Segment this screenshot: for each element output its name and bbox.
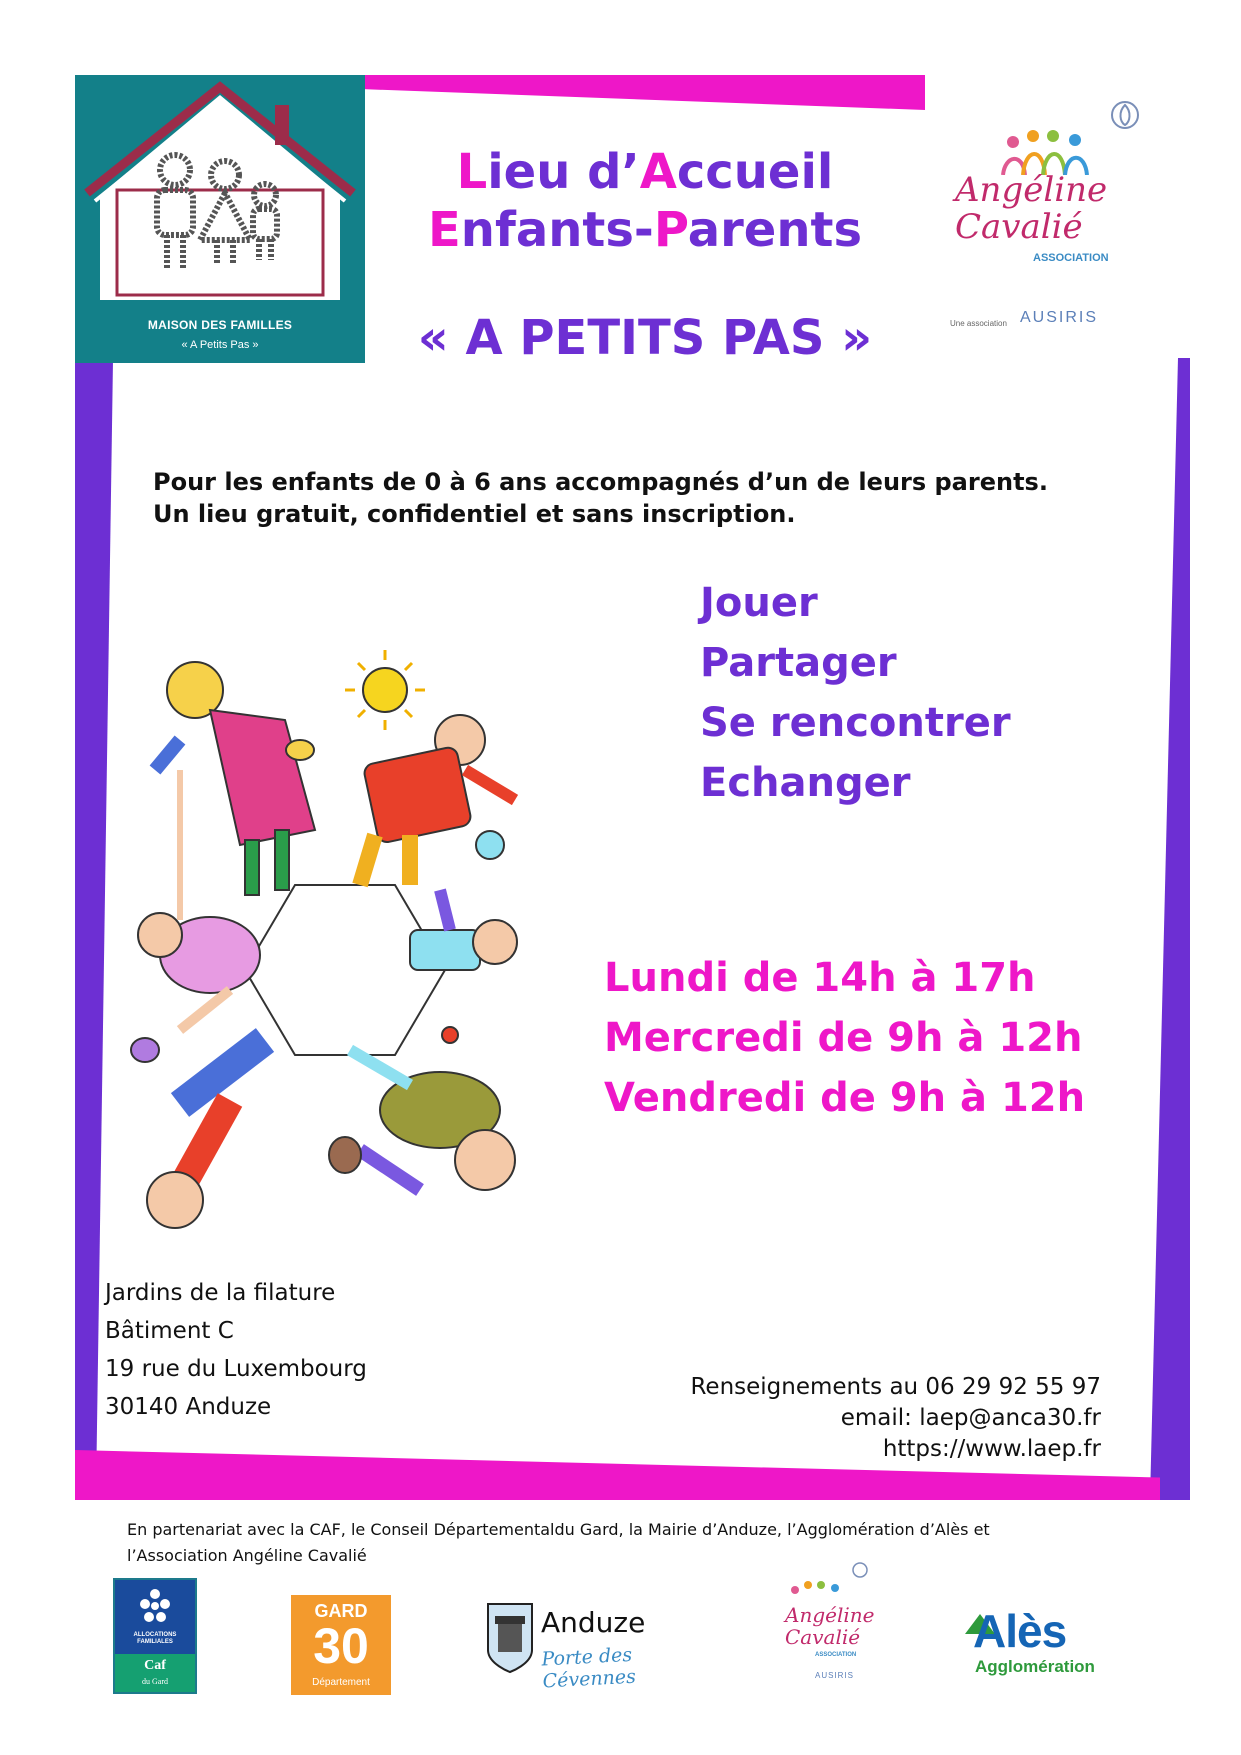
svg-text:Cavalié: Cavalié (785, 1625, 861, 1649)
angeline-cavalie-small-logo (775, 1560, 875, 1685)
ales-name: Alès (973, 1605, 1067, 1657)
hours-monday: Lundi de 14h à 17h (604, 955, 1036, 1001)
anduze-tagline: Porte des Cévennes (540, 1643, 637, 1693)
caf-sub: du Gard (142, 1677, 168, 1686)
contact-phone: Renseignements au 06 29 92 55 97 (690, 1374, 1101, 1400)
top-pink-band (360, 75, 925, 110)
ales-sub: Agglomération (975, 1657, 1095, 1676)
assoc-name-line2: Cavalié (955, 207, 1083, 247)
anduze-name: Anduze (541, 1606, 646, 1639)
hours-friday: Vendredi de 9h à 12h (604, 1075, 1086, 1121)
activity-jouer: Jouer (700, 580, 818, 626)
title-line-2: Enfants-Parents (427, 202, 863, 258)
caf-text: ALLOCATIONS FAMILIALES (133, 1632, 177, 1645)
caf-family-icon (137, 1586, 173, 1626)
hours-wednesday: Mercredi de 9h à 12h (604, 1015, 1083, 1061)
angeline-cavalie-logo (945, 95, 1125, 340)
partners-line-2: l’Association Angéline Cavalié (127, 1546, 367, 1565)
right-purple-band (1150, 358, 1190, 1500)
assoc-word: ASSOCIATION (1033, 252, 1109, 264)
svg-text:AUSIRIS: AUSIRIS (815, 1671, 855, 1680)
address-line-2: Bâtiment C (105, 1318, 234, 1344)
title-line-1: Lieu d’Accueil (456, 144, 834, 200)
svg-text:ASSOCIATION: ASSOCIATION (815, 1652, 857, 1658)
logo-name: MAISON DES FAMILLES (147, 318, 293, 332)
logo-subtitle: « A Petits Pas » (181, 339, 259, 351)
gard-top: GARD (314, 1601, 368, 1621)
maison-des-familles-logo (75, 75, 365, 363)
people-icon (995, 130, 1105, 175)
address-line-1: Jardins de la filature (105, 1280, 336, 1306)
children-circle-drawing (120, 630, 590, 1250)
address-line-3: 19 rue du Luxembourg (105, 1356, 367, 1382)
leaf-icon (1110, 98, 1140, 132)
caf-name: Caf (144, 1658, 166, 1673)
une-association: Une association (950, 319, 1007, 328)
activity-partager: Partager (700, 640, 897, 686)
contact-email[interactable]: email: laep@anca30.fr (840, 1405, 1101, 1431)
anduze-logo (486, 1600, 716, 1693)
contact-website[interactable]: https://www.laep.fr (882, 1436, 1101, 1462)
partners-line-1: En partenariat avec la CAF, le Conseil Départementaldu Gard, la Mairie d’Anduze, l’Agglomération d’Alès et (127, 1520, 990, 1539)
house-family-icon (75, 75, 365, 315)
gard-30-logo (291, 1595, 391, 1695)
gard-sub: Département (312, 1677, 370, 1688)
gard-number: 30 (313, 1618, 369, 1674)
ausiris-logo: AUSIRIS (1020, 309, 1099, 326)
assoc-name-line1: Angéline (955, 170, 1108, 210)
caf-logo (113, 1578, 197, 1694)
address-line-4: 30140 Anduze (105, 1394, 272, 1420)
activity-se-rencontrer: Se rencontrer (700, 700, 1011, 746)
place-name: « A PETITS PAS » (417, 310, 873, 366)
activity-echanger: Echanger (700, 760, 911, 806)
angeline-cavalie-mark (775, 1560, 875, 1685)
intro-line-2: Un lieu gratuit, confidentiel et sans inscription. (153, 500, 796, 528)
ales-agglomeration-logo (965, 1605, 1105, 1680)
intro-line-1: Pour les enfants de 0 à 6 ans accompagnés d’un de leurs parents. (153, 468, 1048, 496)
anduze-shield-icon (486, 1602, 534, 1674)
svg-text:Angéline: Angéline (785, 1603, 875, 1627)
